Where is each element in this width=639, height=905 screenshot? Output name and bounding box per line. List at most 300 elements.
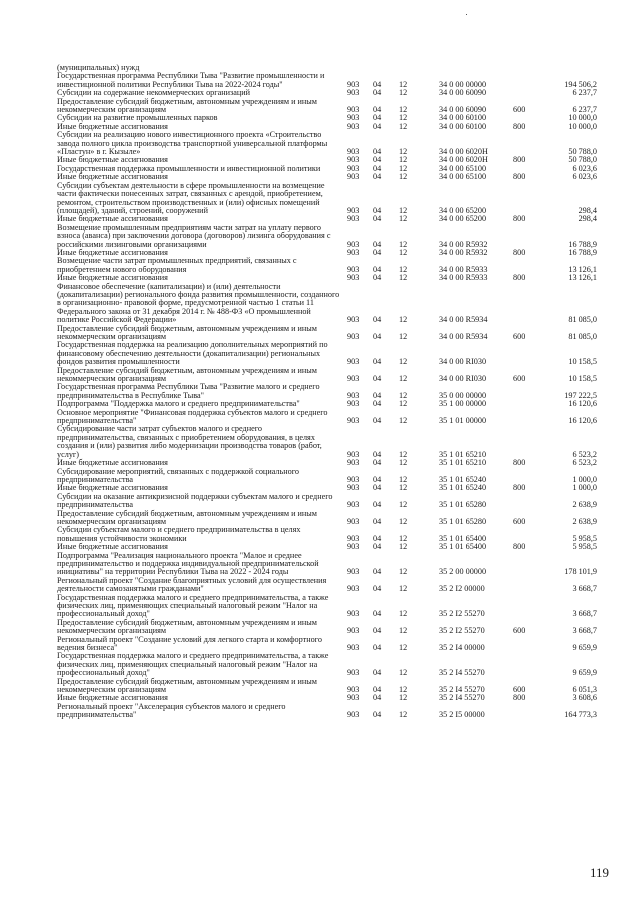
row-section-code: 04	[373, 584, 382, 594]
row-subsection-code: 12	[399, 500, 408, 510]
row-section-code: 04	[373, 357, 382, 367]
row-section-code: 04	[373, 626, 382, 636]
row-amount: 194 506,2	[564, 79, 597, 89]
row-section-code: 04	[373, 643, 382, 653]
row-section-code: 04	[373, 449, 382, 459]
row-amount: 6 237,7	[572, 105, 597, 115]
row-section-code: 04	[373, 205, 382, 215]
row-subsection-code: 12	[399, 390, 408, 400]
row-section-code: 04	[373, 79, 382, 89]
row-expense-type	[513, 468, 541, 485]
row-description: Региональный проект "Акселерация субъектов малого и среднего предпринимательства"	[57, 701, 286, 720]
row-agency-code: 903	[347, 500, 360, 510]
row-target-article: 34 0 00 65200	[439, 214, 487, 224]
row-amount: 50 788,0	[568, 147, 597, 157]
row-description: Иные бюджетные ассигнования	[57, 693, 168, 703]
row-expense-type: 800	[513, 542, 526, 552]
row-subsection-code: 12	[399, 458, 408, 468]
row-agency-code: 903	[347, 264, 360, 274]
row-description: Предоставление субсидий бюджетным, автономным учреждениям и иным некоммерческим организациям	[57, 323, 317, 341]
row-subsection-code: 12	[399, 155, 408, 165]
row-agency-code	[347, 64, 373, 72]
row-description: Государственная поддержка малого и среднего предпринимательства, а также физических лиц, применяющих специальный налоговый режим "Налог на профессиональный доход"	[57, 651, 329, 678]
row-amount: 164 773,3	[564, 710, 597, 720]
table-row	[57, 510, 597, 527]
row-subsection-code: 12	[399, 247, 408, 257]
row-agency-code: 903	[347, 399, 360, 409]
row-expense-type	[513, 493, 541, 510]
row-agency-code: 903	[347, 516, 360, 526]
row-expense-type: 800	[513, 247, 526, 257]
row-expense-type: 600	[513, 516, 526, 526]
row-target-article: 35 2 I5 00000	[439, 710, 485, 720]
row-target-article: 34 0 00 R5934	[439, 332, 488, 341]
row-amount: 1 000,0	[572, 474, 597, 484]
row-expense-type: 800	[513, 121, 526, 131]
page-number: 119	[590, 865, 610, 880]
row-amount: 298,4	[578, 205, 597, 215]
row-description: Субсидии на развитие промышленных парков	[57, 113, 218, 123]
row-expense-type	[513, 594, 541, 619]
row-section-code: 04	[373, 533, 382, 543]
row-section-code: 04	[373, 273, 382, 283]
row-amount: 81 085,0	[568, 332, 597, 341]
row-amount: 13 126,1	[568, 264, 597, 274]
row-subsection-code: 12	[399, 584, 408, 594]
row-section-code: 04	[373, 155, 382, 165]
row-subsection-code: 12	[399, 214, 408, 224]
row-section-code: 04	[373, 147, 382, 157]
row-expense-type: 800	[513, 483, 526, 493]
row-target-article: 35 2 00 00000	[439, 567, 487, 577]
row-description: Предоставление субсидий бюджетным, автономным учреждениям и иным некоммерческим организациям	[57, 676, 317, 695]
row-target-article: 35 1 01 65280	[439, 516, 487, 526]
row-target-article: 35 1 01 00000	[439, 416, 487, 426]
row-description: Подпрограмма "Поддержка малого и среднего предпринимательства"	[57, 399, 300, 409]
row-agency-code: 903	[347, 542, 360, 552]
table-row	[57, 409, 597, 426]
row-section-code: 04	[373, 172, 382, 182]
row-amount: 10 000,0	[568, 121, 597, 131]
row-section-code: 04	[373, 516, 382, 526]
row-agency-code: 903	[347, 273, 360, 283]
row-agency-code: 903	[347, 584, 360, 594]
row-expense-type	[513, 577, 541, 594]
row-expense-type: 800	[513, 172, 526, 182]
row-expense-type	[513, 341, 541, 366]
row-target-article: 34 0 00 R5932	[439, 239, 488, 249]
row-amount: 5 958,5	[572, 542, 597, 552]
row-target-article: 34 0 00 60090	[439, 105, 487, 115]
row-target-article: 35 1 00 00000	[439, 399, 487, 409]
row-expense-type: 600	[513, 626, 526, 636]
row-section-code: 04	[373, 474, 382, 484]
row-subsection-code: 12	[399, 542, 408, 552]
row-target-article: 34 0 00 60090	[439, 88, 487, 98]
row-agency-code: 903	[347, 643, 360, 653]
row-section-code: 04	[373, 247, 382, 257]
row-description: Иные бюджетные ассигнования	[57, 458, 168, 468]
row-expense-type: 600	[513, 374, 526, 384]
row-description: Иные бюджетные ассигнования	[57, 273, 168, 283]
row-expense-type	[513, 283, 541, 325]
row-description: Государственная программа Республики Тыва "Развитие промышленности и инвестиционной политики Республики Тыва на 2022-2024 годы"	[57, 71, 325, 89]
row-amount: 178 101,9	[564, 567, 597, 577]
row-target-article: 35 1 01 65400	[439, 542, 487, 552]
row-agency-code: 903	[347, 247, 360, 257]
row-agency-code: 903	[347, 458, 360, 468]
table-row	[57, 636, 597, 653]
row-agency-code: 903	[347, 693, 360, 703]
row-target-article: 35 0 00 00000	[439, 390, 487, 400]
row-expense-type	[513, 703, 541, 720]
row-target-article: 34 0 00 60100	[439, 121, 487, 131]
row-amount: 9 659,9	[572, 668, 597, 678]
row-subsection-code: 12	[399, 239, 408, 249]
row-amount: 298,4	[578, 214, 597, 224]
row-expense-type: 600	[513, 105, 526, 115]
row-amount: 5 958,5	[572, 533, 597, 543]
table-row	[57, 325, 597, 342]
table-row	[57, 577, 597, 594]
row-expense-type	[513, 552, 541, 577]
row-section-code: 04	[373, 458, 382, 468]
row-subsection-code: 12	[399, 205, 408, 215]
row-subsection-code: 12	[399, 264, 408, 274]
row-description: Региональный проект "Создание условий для легкого старта и комфортного ведения бизнеса"	[57, 634, 322, 653]
row-section-code: 04	[373, 332, 382, 341]
row-target-article: 34 0 00 R5933	[439, 264, 488, 274]
table-row	[57, 468, 597, 485]
row-target-article: 34 0 00 00000	[439, 79, 487, 89]
row-description: Возмещение промышленным предприятиям части затрат на уплату первого взноса (аванса) при заключении договора (договоров) лизинга оборудования с российскими лизинговыми организациями	[57, 222, 331, 249]
row-description: Иные бюджетные ассигнования	[57, 483, 168, 493]
row-amount: 9 659,9	[572, 643, 597, 653]
row-amount: 6 523,2	[572, 458, 597, 468]
row-agency-code: 903	[347, 416, 360, 426]
row-description: Субсидии на содержание некоммерческих организаций	[57, 88, 251, 98]
row-expense-type	[513, 383, 541, 400]
row-section-code: 04	[373, 567, 382, 577]
row-section-code: 04	[373, 685, 382, 695]
row-description: Субсидии на реализацию нового инвестиционного проекта «Строительство завода полного цикла производства транспортной универсальной платформы «Пластун» в г. Кызыле»	[57, 130, 328, 157]
row-agency-code: 903	[347, 332, 360, 341]
row-expense-type	[513, 72, 541, 89]
row-amount: 10 158,5	[568, 374, 597, 384]
row-amount: 3 668,7	[572, 609, 597, 619]
row-amount: 50 788,0	[568, 155, 597, 165]
row-expense-type	[513, 409, 541, 426]
row-target-article: 34 0 00 6020Н	[439, 155, 488, 165]
row-section-code: 04	[373, 315, 382, 325]
row-agency-code: 903	[347, 374, 360, 384]
row-amount: 6 051,3	[572, 685, 597, 695]
row-section-code: 04	[373, 214, 382, 224]
row-section-code: 04	[373, 113, 382, 123]
row-target-article: 34 0 00 65200	[439, 205, 487, 215]
row-amount: 13 126,1	[568, 273, 597, 283]
row-expense-type	[513, 182, 541, 216]
row-target-article: 35 2 I4 55270	[439, 693, 485, 703]
row-agency-code: 903	[347, 474, 360, 484]
row-agency-code: 903	[347, 121, 360, 131]
row-description: Предоставление субсидий бюджетным, автономным учреждениям и иным некоммерческим организациям	[57, 365, 317, 384]
row-agency-code: 903	[347, 88, 360, 98]
row-amount: 2 638,9	[572, 516, 597, 526]
row-amount: 6 023,6	[572, 163, 597, 173]
row-amount: 6 023,6	[572, 172, 597, 182]
table-row	[57, 72, 597, 89]
row-amount: 16 788,9	[568, 239, 597, 249]
row-description: Субсидии на оказание антикризисной поддержки субъектам малого и среднего предпринимательства	[57, 491, 333, 510]
row-expense-type: 800	[513, 155, 526, 165]
row-subsection-code: 12	[399, 668, 408, 678]
row-amount: 3 608,6	[572, 693, 597, 703]
row-expense-type	[513, 636, 541, 653]
table-row	[57, 131, 597, 156]
row-agency-code: 903	[347, 147, 360, 157]
row-section-code: 04	[373, 693, 382, 703]
row-target-article: 35 1 01 65400	[439, 533, 487, 543]
row-target-article: 34 0 00 R5932	[439, 247, 488, 257]
row-description: Иные бюджетные ассигнования	[57, 542, 168, 552]
row-target-article: 34 0 00 RI030	[439, 374, 487, 384]
row-expense-type: 600	[513, 685, 526, 695]
row-subsection-code: 12	[399, 449, 408, 459]
row-agency-code: 903	[347, 205, 360, 215]
row-target-article: 35 2 I4 55270	[439, 668, 485, 678]
row-target-article: 34 0 00 60100	[439, 113, 487, 123]
row-expense-type	[513, 64, 541, 72]
row-amount: 197 222,5	[564, 390, 597, 400]
row-target-article: 34 0 00 65100	[439, 172, 487, 182]
row-section-code: 04	[373, 609, 382, 619]
row-amount: 16 120,6	[568, 399, 597, 409]
row-subsection-code: 12	[399, 121, 408, 131]
row-description: Государственная поддержка малого и среднего предпринимательства, а также физических лиц, применяющих специальный налоговый режим "Налог на профессиональный доход"	[57, 592, 329, 619]
row-amount: 2 638,9	[572, 500, 597, 510]
row-subsection-code: 12	[399, 474, 408, 484]
row-agency-code: 903	[347, 105, 360, 115]
row-description: Предоставление субсидий бюджетным, автономным учреждениям и иным некоммерческим организациям	[57, 508, 317, 526]
table-row	[57, 425, 597, 459]
row-target-article: 34 0 00 R5934	[439, 315, 488, 325]
row-expense-type	[513, 425, 541, 459]
row-amount: 10 000,0	[568, 113, 597, 123]
row-subsection-code: 12	[399, 105, 408, 115]
table-row	[57, 678, 597, 695]
row-description: Иные бюджетные ассигнования	[57, 172, 168, 182]
row-agency-code: 903	[347, 163, 360, 173]
row-agency-code: 903	[347, 449, 360, 459]
row-description: Предоставление субсидий бюджетным, автономным учреждениям и иным некоммерческим организациям	[57, 617, 317, 636]
row-target-article: 35 2 I2 00000	[439, 584, 485, 594]
row-subsection-code: 12	[399, 332, 408, 341]
row-amount: 81 085,0	[568, 315, 597, 325]
row-agency-code: 903	[347, 79, 360, 89]
row-subsection-code: 12	[399, 533, 408, 543]
row-section-code: 04	[373, 239, 382, 249]
row-subsection-code: 12	[399, 172, 408, 182]
row-section-code: 04	[373, 88, 382, 98]
row-description: Субсидии субъектам малого и среднего предпринимательства в целях повышения устойчивости экономики	[57, 525, 301, 543]
row-target-article: 34 0 00 RI030	[439, 357, 487, 367]
row-section-code: 04	[373, 542, 382, 552]
row-subsection-code: 12	[399, 357, 408, 367]
row-section-code	[373, 64, 399, 72]
row-target-article: 35 2 I2 55270	[439, 626, 485, 636]
row-subsection-code: 12	[399, 626, 408, 636]
row-section-code: 04	[373, 264, 382, 274]
budget-rows	[57, 64, 597, 720]
row-target-article: 34 0 00 6020Н	[439, 147, 488, 157]
row-description: Основное мероприятие "Финансовая поддержка субъектов малого и среднего предпринимательства"	[57, 407, 328, 426]
table-row	[57, 257, 597, 274]
row-description: Финансовое обеспечение (капитализации) и (или) деятельности (докапитализации) регионального фонда развития промышленности, созданного в организационно- правовой форме, предусмотренной частью 1 статьи 11 Федерального закона от 31 декабря 2014 г. № 488-ФЗ «О промышленной политике Российской Федерации»	[57, 281, 340, 325]
row-description: Предоставление субсидий бюджетным, автономным учреждениям и иным некоммерческим организациям	[57, 96, 317, 115]
row-subsection-code: 12	[399, 516, 408, 526]
row-subsection-code: 12	[399, 113, 408, 123]
table-row	[57, 224, 597, 249]
row-description: Иные бюджетные ассигнования	[57, 247, 168, 257]
row-description: Региональный проект "Создание благоприятных условий для осуществления деятельности самозанятыми гражданами"	[57, 575, 327, 594]
row-agency-code: 903	[347, 685, 360, 695]
row-section-code: 04	[373, 121, 382, 131]
row-subsection-code: 12	[399, 399, 408, 409]
row-subsection-code: 12	[399, 567, 408, 577]
row-section-code: 04	[373, 668, 382, 678]
row-description: Государственная программа Республики Тыва "Развитие малого и среднего предпринимательства в Республике Тыва"	[57, 382, 320, 400]
row-section-code: 04	[373, 483, 382, 493]
row-agency-code: 903	[347, 533, 360, 543]
row-amount: 3 668,7	[572, 626, 597, 636]
row-subsection-code: 12	[399, 273, 408, 283]
budget-table	[57, 64, 597, 720]
row-description: Субсидирование части затрат субъектов малого и среднего предпринимательства, связанных с приобретением оборудования, в целях создания и (или) развития либо модернизации производства товаров (работ, услуг)	[57, 424, 322, 459]
row-section-code: 04	[373, 500, 382, 510]
row-expense-type	[513, 131, 541, 156]
row-agency-code: 903	[347, 155, 360, 165]
row-description: Подпрограмма "Реализация национального проекта "Малое и среднее предпринимательство и поддержка индивидуальной предпринимательской инициативы" на территории Республики Тыва на 2022 - 2024 годы	[57, 550, 319, 577]
table-row	[57, 283, 597, 325]
row-agency-code: 903	[347, 113, 360, 123]
table-row	[57, 526, 597, 543]
row-target-article: 35 1 01 65240	[439, 483, 487, 493]
row-description: Субсидии субъектам деятельности в сфере промышленности на возмещение части фактически понесенных затрат, связанных с арендой, приобретением, ремонтом, строительством производственных и (или) офисных помещений (площадей), зданий, строений, сооружений	[57, 180, 325, 215]
row-amount: 1 000,0	[572, 483, 597, 493]
row-target-article: 35 2 I4 00000	[439, 643, 485, 653]
row-amount	[541, 64, 597, 72]
row-agency-code: 903	[347, 609, 360, 619]
row-expense-type	[513, 652, 541, 677]
row-amount: 10 158,5	[568, 357, 597, 367]
table-row	[57, 182, 597, 216]
row-expense-type: 800	[513, 273, 526, 283]
row-description: Субсидирование мероприятий, связанных с поддержкой социального предпринимательства	[57, 466, 299, 484]
row-subsection-code: 12	[399, 416, 408, 426]
row-target-article: 35 1 01 65280	[439, 500, 487, 510]
row-target-article: 35 2 I4 55270	[439, 685, 485, 695]
row-section-code: 04	[373, 710, 382, 720]
row-description: Иные бюджетные ассигнования	[57, 121, 168, 131]
row-agency-code: 903	[347, 390, 360, 400]
row-target-article: 35 1 01 65210	[439, 449, 487, 459]
row-section-code: 04	[373, 390, 382, 400]
table-row	[57, 493, 597, 510]
row-subsection-code: 12	[399, 315, 408, 325]
row-description: Иные бюджетные ассигнования	[57, 214, 168, 224]
row-description: Иные бюджетные ассигнования	[57, 155, 168, 165]
row-description: (муниципальных) нужд	[57, 63, 140, 72]
row-target-article: 35 2 I2 55270	[439, 609, 485, 619]
table-row	[57, 703, 597, 720]
row-section-code: 04	[373, 374, 382, 384]
row-agency-code: 903	[347, 315, 360, 325]
row-description: Государственная поддержка промышленности и инвестиционной политики	[57, 163, 321, 173]
row-subsection-code: 12	[399, 88, 408, 98]
row-subsection-code: 12	[399, 147, 408, 157]
row-subsection-code: 12	[399, 685, 408, 695]
row-amount: 16 120,6	[568, 416, 597, 426]
table-row	[57, 652, 597, 677]
row-amount: 16 788,9	[568, 247, 597, 257]
row-expense-type: 600	[513, 332, 526, 341]
row-amount: 6 523,2	[572, 449, 597, 459]
table-row	[57, 341, 597, 366]
row-expense-type: 800	[513, 458, 526, 468]
scan-speck	[466, 14, 467, 15]
table-row	[57, 98, 597, 115]
row-agency-code: 903	[347, 239, 360, 249]
table-row	[57, 367, 597, 384]
row-subsection-code	[399, 64, 439, 72]
row-amount: 3 668,7	[572, 584, 597, 594]
row-section-code: 04	[373, 416, 382, 426]
row-section-code: 04	[373, 399, 382, 409]
row-subsection-code: 12	[399, 643, 408, 653]
row-target-article: 34 0 00 R5933	[439, 273, 488, 283]
row-target-article: 34 0 00 65100	[439, 163, 487, 173]
table-row	[57, 383, 597, 400]
table-row	[57, 619, 597, 636]
row-subsection-code: 12	[399, 693, 408, 703]
row-section-code: 04	[373, 163, 382, 173]
row-target-article: 35 1 01 65240	[439, 474, 487, 484]
row-expense-type	[513, 400, 541, 408]
row-expense-type	[513, 257, 541, 274]
row-agency-code: 903	[347, 483, 360, 493]
row-agency-code: 903	[347, 668, 360, 678]
row-agency-code: 903	[347, 214, 360, 224]
table-row	[57, 552, 597, 577]
row-subsection-code: 12	[399, 710, 408, 720]
row-amount: 6 237,7	[572, 88, 597, 98]
row-target-article: 35 1 01 65210	[439, 458, 487, 468]
row-agency-code: 903	[347, 626, 360, 636]
row-subsection-code: 12	[399, 374, 408, 384]
row-expense-type	[513, 224, 541, 249]
row-expense-type: 800	[513, 693, 526, 703]
row-expense-type	[513, 526, 541, 543]
row-description: Государственная поддержка на реализацию дополнительных мероприятий по финансовому обеспечению деятельности (докапитализации) региональных фондов развития промышленности	[57, 340, 328, 367]
row-subsection-code: 12	[399, 609, 408, 619]
row-agency-code: 903	[347, 357, 360, 367]
row-subsection-code: 12	[399, 79, 408, 89]
row-section-code: 04	[373, 105, 382, 115]
row-description: Возмещение части затрат промышленных предприятий, связанных с приобретением нового оборудования	[57, 256, 297, 274]
row-agency-code: 903	[347, 710, 360, 720]
row-agency-code: 903	[347, 172, 360, 182]
